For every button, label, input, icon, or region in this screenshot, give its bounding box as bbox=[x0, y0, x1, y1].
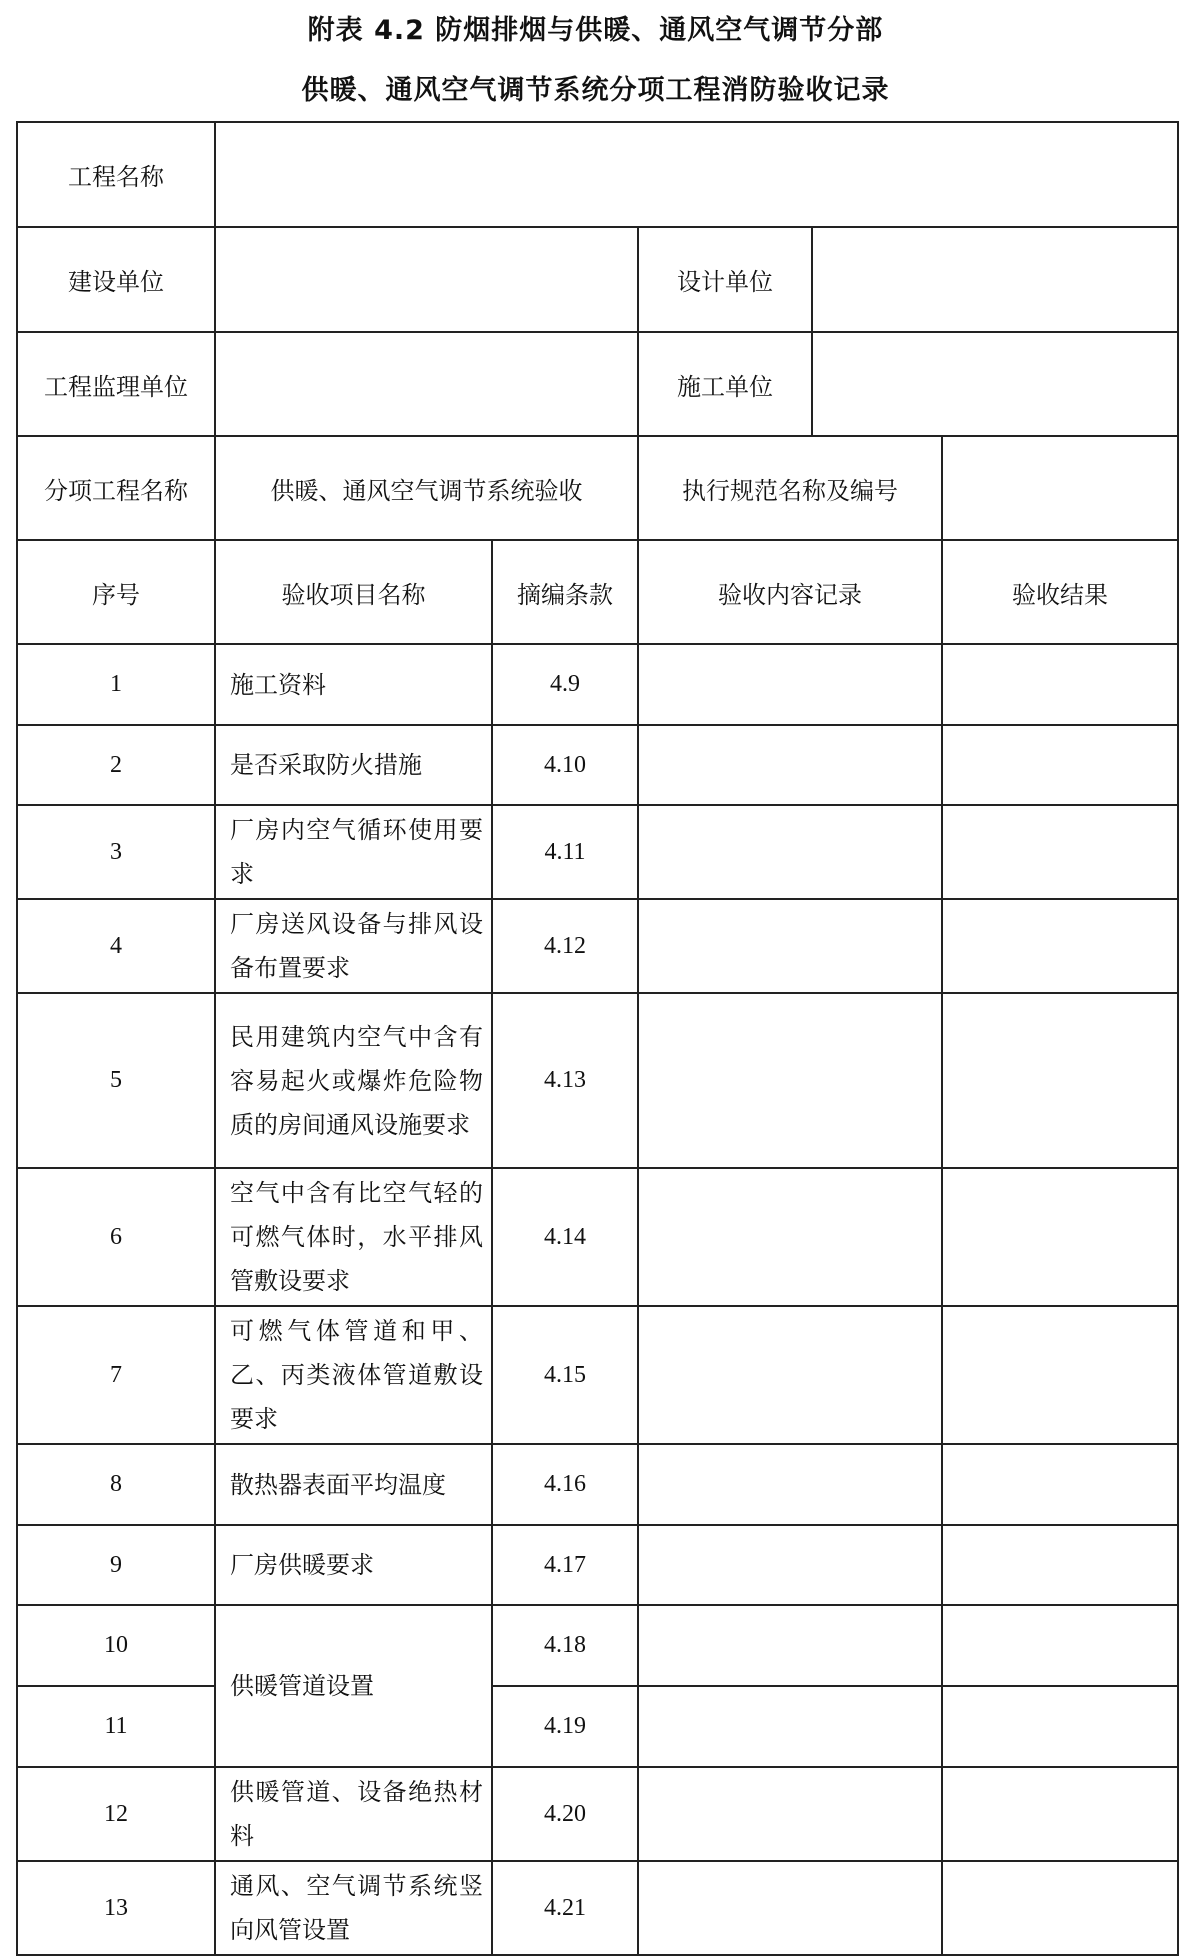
row-clause: 4.19 bbox=[492, 1686, 638, 1767]
row-record-field[interactable] bbox=[638, 1767, 942, 1861]
row-clause: 4.14 bbox=[492, 1168, 638, 1306]
row-seq: 7 bbox=[17, 1306, 215, 1444]
row-clause: 4.11 bbox=[492, 805, 638, 899]
table-row bbox=[17, 1168, 1178, 1306]
construction-unit-label: 建设单位 bbox=[17, 227, 215, 332]
row-result-field[interactable] bbox=[942, 993, 1178, 1168]
row-result-field[interactable] bbox=[942, 1686, 1178, 1767]
design-unit-label: 设计单位 bbox=[638, 227, 812, 332]
column-header-result: 验收结果 bbox=[942, 540, 1178, 644]
construction-unit-field[interactable] bbox=[215, 227, 638, 332]
row-result-field[interactable] bbox=[942, 1767, 1178, 1861]
row-result-field[interactable] bbox=[942, 805, 1178, 899]
row-seq: 5 bbox=[17, 993, 215, 1168]
units-row-1 bbox=[17, 227, 1178, 332]
subproject-label: 分项工程名称 bbox=[17, 436, 215, 540]
row-record-field[interactable] bbox=[638, 1861, 942, 1955]
row-seq: 8 bbox=[17, 1444, 215, 1525]
row-record-field[interactable] bbox=[638, 1168, 942, 1306]
row-record-field[interactable] bbox=[638, 725, 942, 805]
builder-unit-label: 施工单位 bbox=[638, 332, 812, 436]
row-clause: 4.9 bbox=[492, 644, 638, 725]
table-row bbox=[17, 1525, 1178, 1605]
row-result-field[interactable] bbox=[942, 1861, 1178, 1955]
column-header-row bbox=[17, 540, 1178, 644]
row-record-field[interactable] bbox=[638, 1605, 942, 1686]
project-name-row bbox=[17, 122, 1178, 227]
document-title: 附表 4.2 防烟排烟与供暖、通风空气调节分部 bbox=[307, 15, 884, 46]
row-result-field[interactable] bbox=[942, 899, 1178, 993]
row-item: 厂房送风设备与排风设备布置要求 bbox=[215, 899, 492, 993]
row-record-field[interactable] bbox=[638, 899, 942, 993]
row-seq: 2 bbox=[17, 725, 215, 805]
row-clause: 4.21 bbox=[492, 1861, 638, 1955]
document-subtitle: 供暖、通风空气调节系统分项工程消防验收记录 bbox=[301, 75, 890, 106]
acceptance-record-table bbox=[16, 121, 1179, 1956]
table-row bbox=[17, 805, 1178, 899]
table-row bbox=[17, 899, 1178, 993]
row-clause: 4.18 bbox=[492, 1605, 638, 1686]
table-row bbox=[17, 725, 1178, 805]
row-clause: 4.20 bbox=[492, 1767, 638, 1861]
row-seq: 3 bbox=[17, 805, 215, 899]
builder-unit-field[interactable] bbox=[812, 332, 1178, 436]
row-seq: 4 bbox=[17, 899, 215, 993]
column-header-seq: 序号 bbox=[17, 540, 215, 644]
row-clause: 4.10 bbox=[492, 725, 638, 805]
subproject-value: 供暖、通风空气调节系统验收 bbox=[215, 436, 638, 540]
supervision-unit-label: 工程监理单位 bbox=[17, 332, 215, 436]
row-result-field[interactable] bbox=[942, 1444, 1178, 1525]
row-seq: 1 bbox=[17, 644, 215, 725]
project-name-label: 工程名称 bbox=[17, 122, 215, 227]
row-record-field[interactable] bbox=[638, 1686, 942, 1767]
row-seq: 11 bbox=[17, 1686, 215, 1767]
column-header-item: 验收项目名称 bbox=[215, 540, 492, 644]
table-row bbox=[17, 644, 1178, 725]
row-record-field[interactable] bbox=[638, 1525, 942, 1605]
row-item: 是否采取防火措施 bbox=[215, 725, 492, 805]
row-seq: 10 bbox=[17, 1605, 215, 1686]
table-row bbox=[17, 1605, 1178, 1686]
row-seq: 13 bbox=[17, 1861, 215, 1955]
row-clause: 4.17 bbox=[492, 1525, 638, 1605]
row-result-field[interactable] bbox=[942, 1605, 1178, 1686]
column-header-clause: 摘编条款 bbox=[492, 540, 638, 644]
standard-label: 执行规范名称及编号 bbox=[638, 436, 942, 540]
row-clause: 4.12 bbox=[492, 899, 638, 993]
row-item: 厂房供暖要求 bbox=[215, 1525, 492, 1605]
row-item: 供暖管道设置 bbox=[215, 1605, 492, 1767]
row-item: 民用建筑内空气中含有容易起火或爆炸危险物质的房间通风设施要求 bbox=[215, 993, 492, 1168]
units-row-2 bbox=[17, 332, 1178, 436]
row-item: 散热器表面平均温度 bbox=[215, 1444, 492, 1525]
row-item: 空气中含有比空气轻的可燃气体时，水平排风管敷设要求 bbox=[215, 1168, 492, 1306]
row-record-field[interactable] bbox=[638, 644, 942, 725]
row-seq: 9 bbox=[17, 1525, 215, 1605]
row-item: 可燃气体管道和甲、乙、丙类液体管道敷设要求 bbox=[215, 1306, 492, 1444]
row-seq: 6 bbox=[17, 1168, 215, 1306]
row-record-field[interactable] bbox=[638, 1306, 942, 1444]
row-clause: 4.15 bbox=[492, 1306, 638, 1444]
row-result-field[interactable] bbox=[942, 1525, 1178, 1605]
subproject-row bbox=[17, 436, 1178, 540]
table-row bbox=[17, 993, 1178, 1168]
row-result-field[interactable] bbox=[942, 725, 1178, 805]
supervision-unit-field[interactable] bbox=[215, 332, 638, 436]
table-row bbox=[17, 1861, 1178, 1955]
table-row bbox=[17, 1444, 1178, 1525]
row-result-field[interactable] bbox=[942, 1306, 1178, 1444]
column-header-record: 验收内容记录 bbox=[638, 540, 942, 644]
table-row bbox=[17, 1306, 1178, 1444]
project-name-field[interactable] bbox=[215, 122, 1178, 227]
row-item: 施工资料 bbox=[215, 644, 492, 725]
row-seq: 12 bbox=[17, 1767, 215, 1861]
row-record-field[interactable] bbox=[638, 993, 942, 1168]
row-item: 厂房内空气循环使用要求 bbox=[215, 805, 492, 899]
row-item: 通风、空气调节系统竖向风管设置 bbox=[215, 1861, 492, 1955]
row-item: 供暖管道、设备绝热材料 bbox=[215, 1767, 492, 1861]
row-record-field[interactable] bbox=[638, 1444, 942, 1525]
row-result-field[interactable] bbox=[942, 644, 1178, 725]
row-record-field[interactable] bbox=[638, 805, 942, 899]
table-row bbox=[17, 1767, 1178, 1861]
row-result-field[interactable] bbox=[942, 1168, 1178, 1306]
standard-field[interactable] bbox=[942, 436, 1178, 540]
row-clause: 4.13 bbox=[492, 993, 638, 1168]
row-clause: 4.16 bbox=[492, 1444, 638, 1525]
table-row bbox=[17, 1686, 1178, 1767]
design-unit-field[interactable] bbox=[812, 227, 1178, 332]
